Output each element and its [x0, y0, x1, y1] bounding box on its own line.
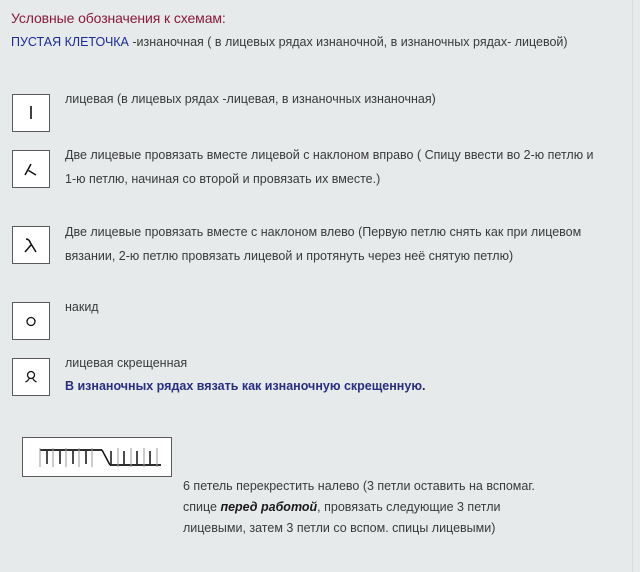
knit-description-line: лицевая (в лицевых рядах -лицевая, в изнаночных изнаночная)	[65, 92, 436, 106]
left-decrease-description	[65, 220, 581, 268]
right-decrease-description	[65, 143, 594, 191]
right-slant-decrease-icon	[21, 159, 41, 179]
left-decrease-symbol-box	[12, 226, 50, 264]
twisted-knit-loop-icon	[21, 367, 41, 387]
twisted-note-text: В изнаночных рядах вязать как изнаночную скрещенную	[65, 379, 422, 393]
cable-desc-emphasis: перед работой	[220, 500, 318, 514]
empty-cell-legend	[11, 35, 568, 49]
twisted-knit-symbol-box	[12, 358, 50, 396]
yarn-over-description	[65, 295, 99, 319]
right-edge-divider	[632, 0, 633, 572]
knit-stitch-vertical-bar-icon	[21, 103, 41, 123]
left-decrease-line-2: вязании, 2-ю петлю провязать лицевой и протянуть через неё снятую петлю)	[65, 249, 514, 263]
yarn-over-line: накид	[65, 300, 99, 314]
right-decrease-line-1: Две лицевые провязать вместе лицевой с наклоном вправо ( Спицу ввести во 2-ю петлю и	[65, 148, 594, 162]
twisted-knit-line: лицевая скрещенная	[65, 356, 188, 370]
twisted-knit-description	[65, 351, 187, 375]
right-decrease-symbol-box	[12, 150, 50, 188]
knit-symbol-box	[12, 94, 50, 132]
cable-desc-part2: , провязать следующие 3 петли лицевыми, затем 3 петли со вспом. спицы лицевыми)	[183, 500, 501, 535]
six-stitch-left-cable-icon	[23, 438, 171, 476]
left-slant-decrease-lambda-icon	[21, 235, 41, 255]
yarn-over-symbol-box	[12, 302, 50, 340]
twisted-note-period: .	[422, 379, 426, 393]
knit-description	[65, 87, 436, 111]
yarn-over-circle-icon	[21, 311, 41, 331]
cable-desc-part1: 6 петель перекрестить налево (3 петли оставить на вспомаг. спице	[183, 479, 535, 514]
left-decrease-line-1: Две лицевые провязать вместе с наклоном влево (Первую петлю снять как при лицевом	[65, 225, 582, 239]
cable-symbol-box	[22, 437, 172, 477]
legend-title: Условные обозначения к схемам:	[11, 10, 226, 26]
twisted-knit-purl-row-note	[65, 379, 425, 393]
empty-cell-keyword: ПУСТАЯ КЛЕТОЧКА	[11, 35, 129, 49]
right-decrease-line-2: 1-ю петлю, начиная со второй и провязать их вместе.)	[65, 172, 381, 186]
cable-description	[183, 476, 553, 539]
empty-cell-description: -изнаночная ( в лицевых рядах изнаночной, в изнаночных рядах- лицевой)	[128, 35, 568, 49]
